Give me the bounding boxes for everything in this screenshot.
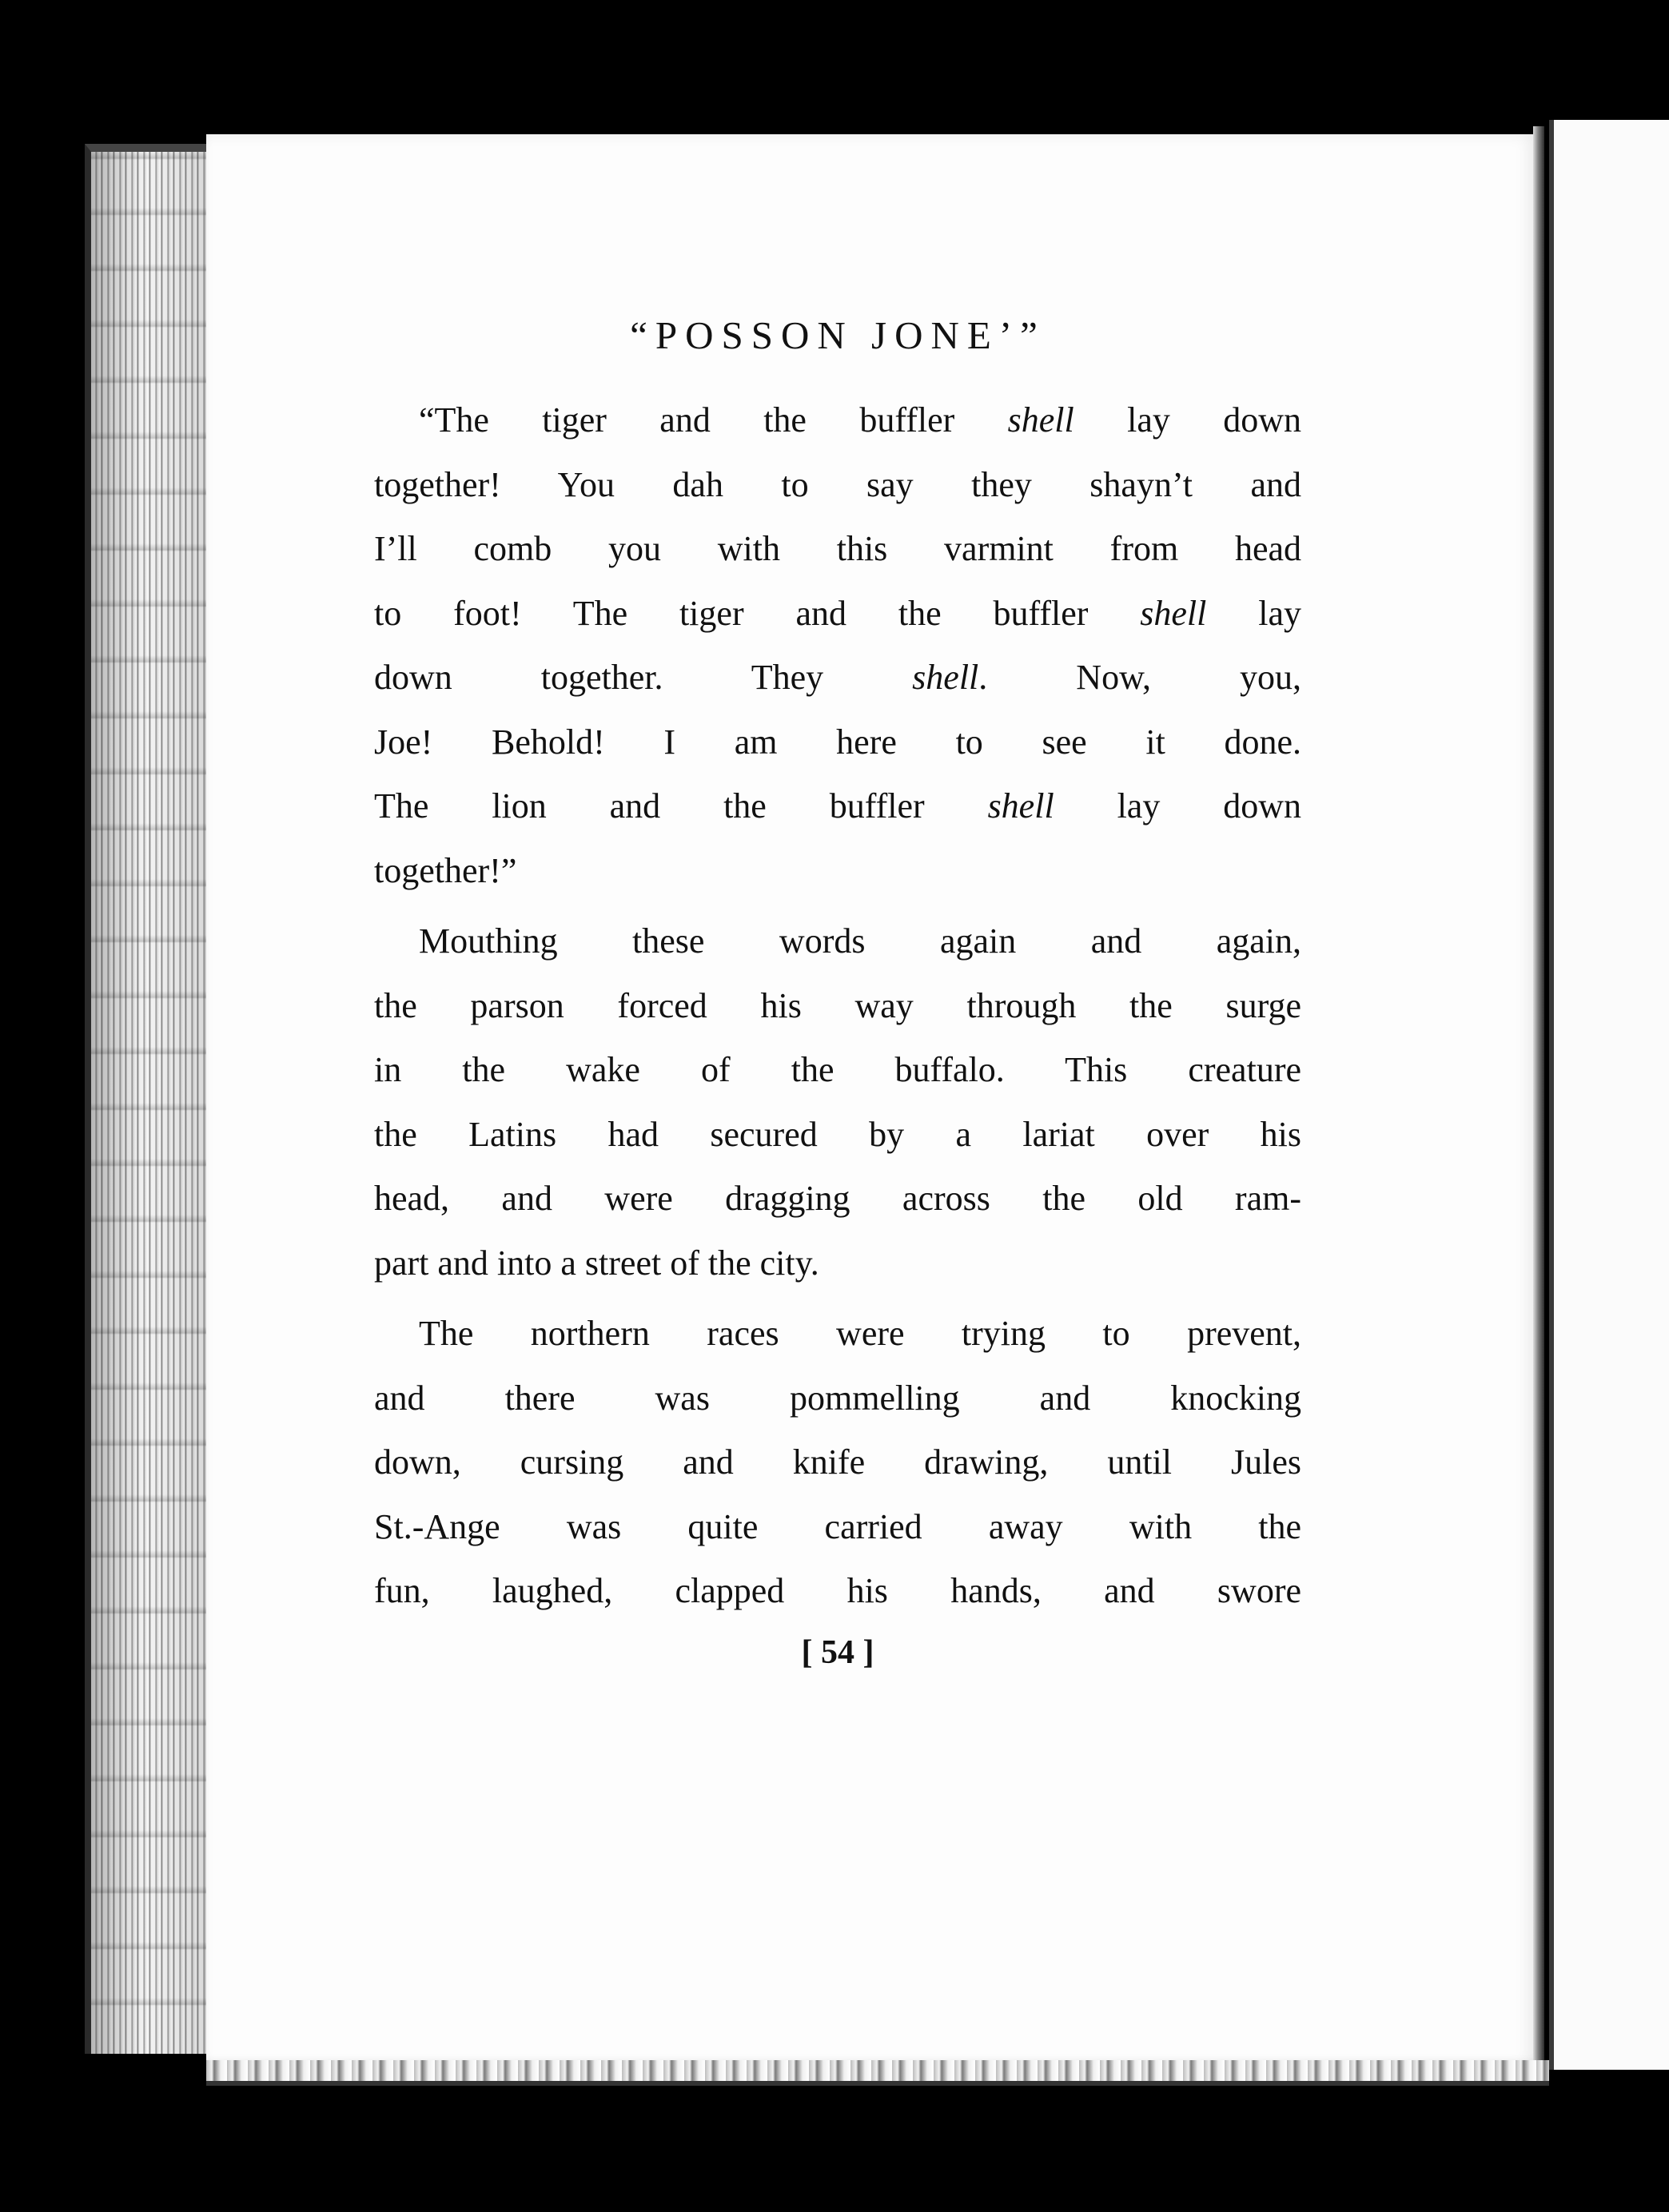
page-number: [ 54 ] [801,1633,874,1671]
text-line: St.-Ange was quite carried away with the [374,1506,1301,1546]
paragraph-2 [374,909,1301,1295]
page-gutter [1533,126,1544,2076]
text-line: Joe! Behold! I am here to see it done. [374,722,1301,762]
text-line: down together. They shell. Now, you, [374,658,1301,697]
text-line: down, cursing and knife drawing, until Jules [374,1442,1301,1482]
italic-word: shell [987,786,1054,826]
italic-word: shell [912,658,979,697]
text-line: in the wake of the buffalo. This creature [374,1050,1301,1089]
facing-page-edge [1549,120,1669,2070]
running-head: “POSSON JONE’” [630,313,1046,357]
text-line: to foot! The tiger and the buffler shell lay [374,593,1301,633]
paragraph-1 [374,388,1301,903]
text-line: head, and were dragging across the old ram- [374,1179,1301,1218]
italic-word: shell [1007,400,1074,440]
text-line: and there was pommelling and knocking [374,1378,1301,1418]
page-text-block [374,312,1301,1677]
text-line: part and into a street of the city. [374,1243,819,1283]
text-line: The lion and the buffler shell lay down [374,786,1302,826]
text-line: the parson forced his way through the surge [374,985,1301,1025]
text-line: together! You dah to say they shayn’t and [374,464,1301,504]
text-line: The northern races were trying to prevent, [419,1314,1301,1353]
text-line: fun, laughed, clapped his hands, and swore [374,1571,1301,1610]
text-line: Mouthing these words again and again, [419,921,1301,961]
paragraph-3 [374,1302,1301,1624]
text-line: the Latins had secured by a lariat over his [374,1114,1301,1154]
text-line: “The tiger and the buffler shell lay down [419,400,1302,440]
italic-word: shell [1140,593,1207,633]
text-line: together!” [374,850,517,890]
text-line: I’ll comb you with this varmint from head [374,529,1301,568]
page-bottom-edge [206,2060,1549,2086]
